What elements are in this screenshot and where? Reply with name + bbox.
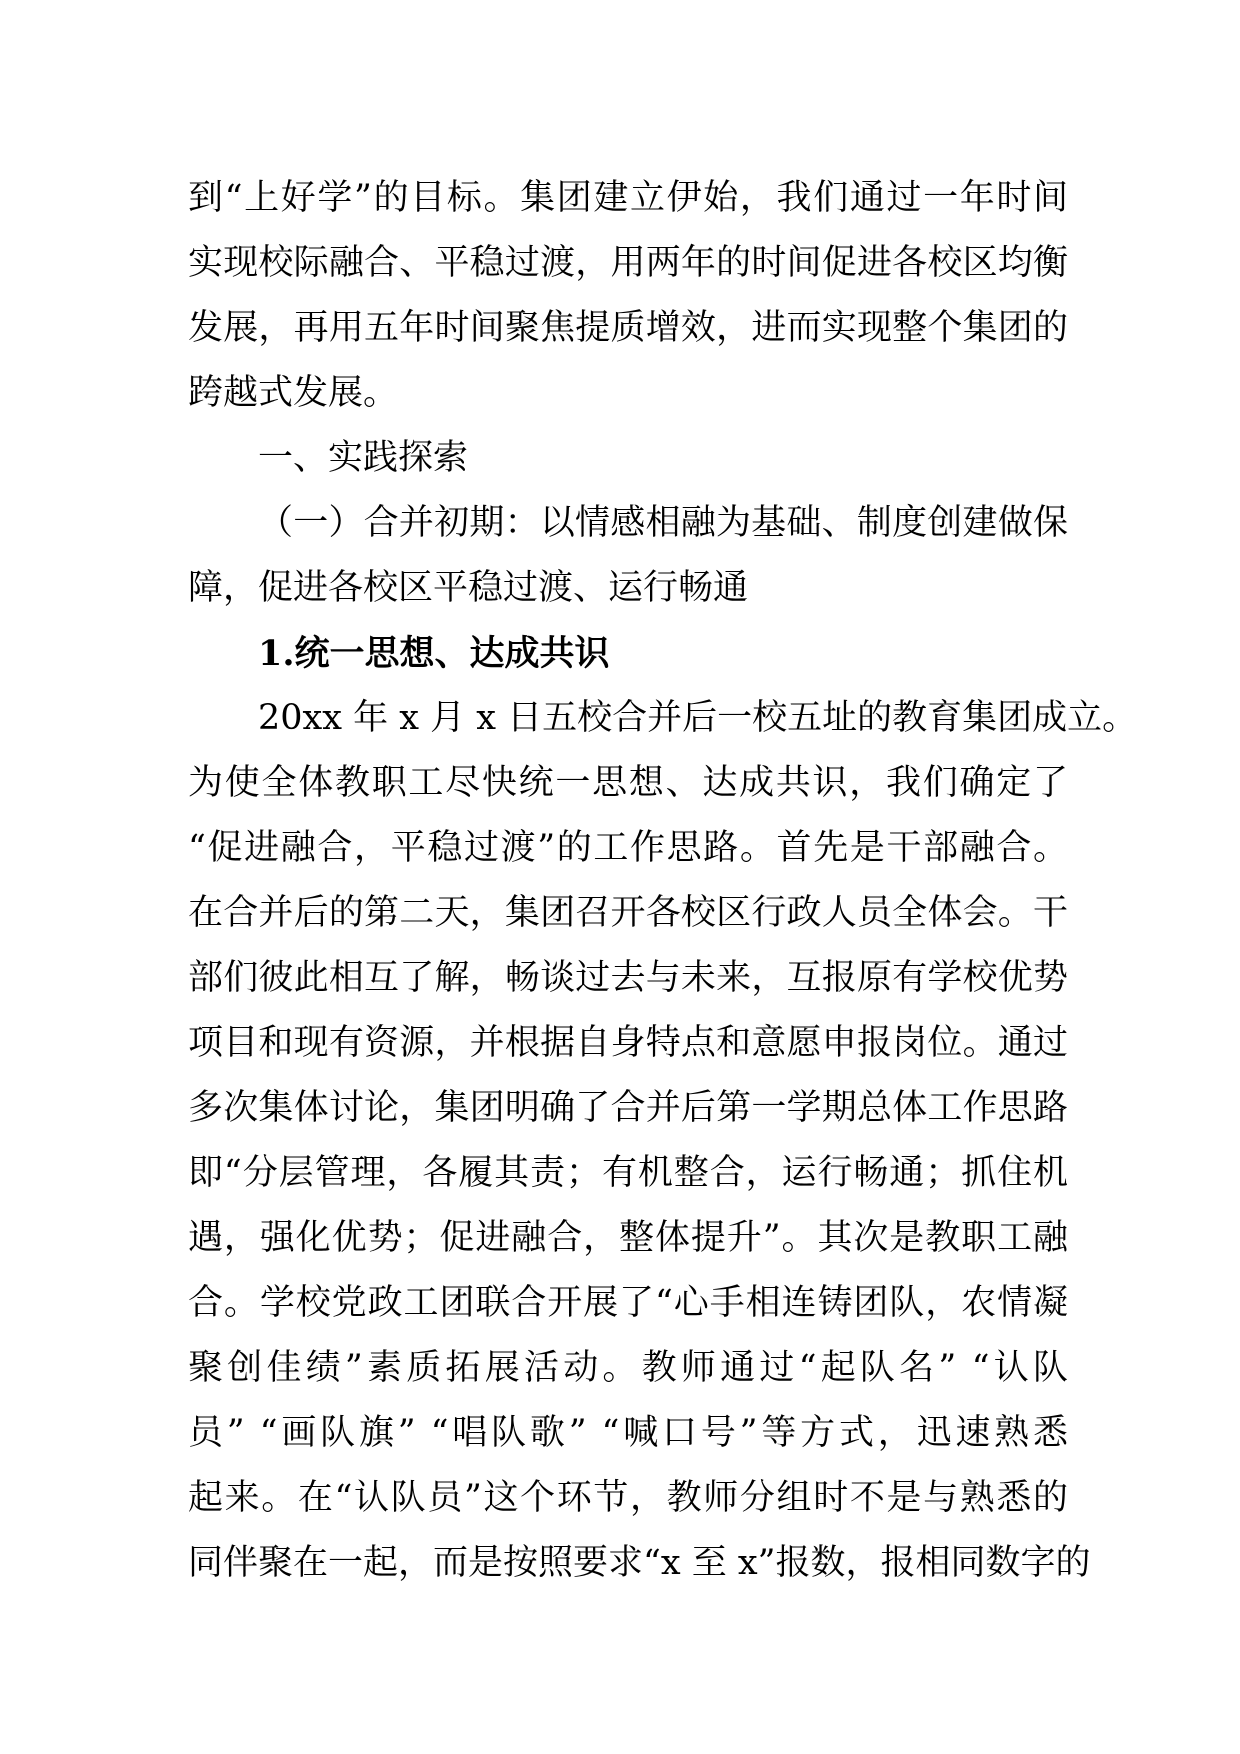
text-line: 到“上好学”的目标。集团建立伊始，我们通过一年时间	[188, 178, 1068, 218]
section-heading: 一、实践探索	[258, 438, 469, 478]
subsection-heading-continued: 障，促进各校区平稳过渡、运行畅通	[188, 568, 749, 608]
paragraph-line: 在合并后的第二天，集团召开各校区行政人员全体会。干	[188, 893, 1068, 933]
paragraph-line: 起来。在“认队员”这个环节，教师分组时不是与熟悉的	[188, 1478, 1068, 1518]
paragraph-line: 合。学校党政工团联合开展了“心手相连铸团队，农情凝	[188, 1283, 1068, 1323]
paragraph-line: 同伴聚在一起，而是按照要求“x 至 x”报数，报相同数字的	[188, 1543, 1091, 1583]
subsection-heading: （一）合并初期：以情感相融为基础、制度创建做保	[258, 503, 1068, 543]
text-line: 发展，再用五年时间聚焦提质增效，进而实现整个集团的	[188, 308, 1068, 348]
paragraph-line: 项目和现有资源，并根据自身特点和意愿申报岗位。通过	[188, 1023, 1068, 1063]
paragraph-line: 遇，强化优势；促进融合，整体提升”。其次是教职工融	[188, 1218, 1068, 1258]
document-body	[188, 166, 1138, 1596]
numbered-heading: 1.统一思想、达成共识	[258, 633, 610, 674]
paragraph-line: 部们彼此相互了解，畅谈过去与未来，互报原有学校优势	[188, 958, 1068, 998]
paragraph-line: 为使全体教职工尽快统一思想、达成共识，我们确定了	[188, 763, 1068, 803]
paragraph-line: “促进融合，平稳过渡”的工作思路。首先是干部融合。	[188, 828, 1068, 868]
text-line: 实现校际融合、平稳过渡，用两年的时间促进各校区均衡	[188, 243, 1068, 283]
paragraph-line: 员” “画队旗” “唱队歌” “喊口号”等方式，迅速熟悉	[188, 1413, 1068, 1453]
paragraph-line: 聚创佳绩”素质拓展活动。教师通过“起队名” “认队	[188, 1348, 1068, 1388]
paragraph-line: 多次集体讨论，集团明确了合并后第一学期总体工作思路	[188, 1088, 1068, 1128]
paragraph-line: 20xx 年 x 月 x 日五校合并后一校五址的教育集团成立。	[258, 698, 1138, 738]
paragraph-line: 即“分层管理，各履其责；有机整合，运行畅通；抓住机	[188, 1153, 1068, 1193]
text-line: 跨越式发展。	[188, 373, 399, 413]
